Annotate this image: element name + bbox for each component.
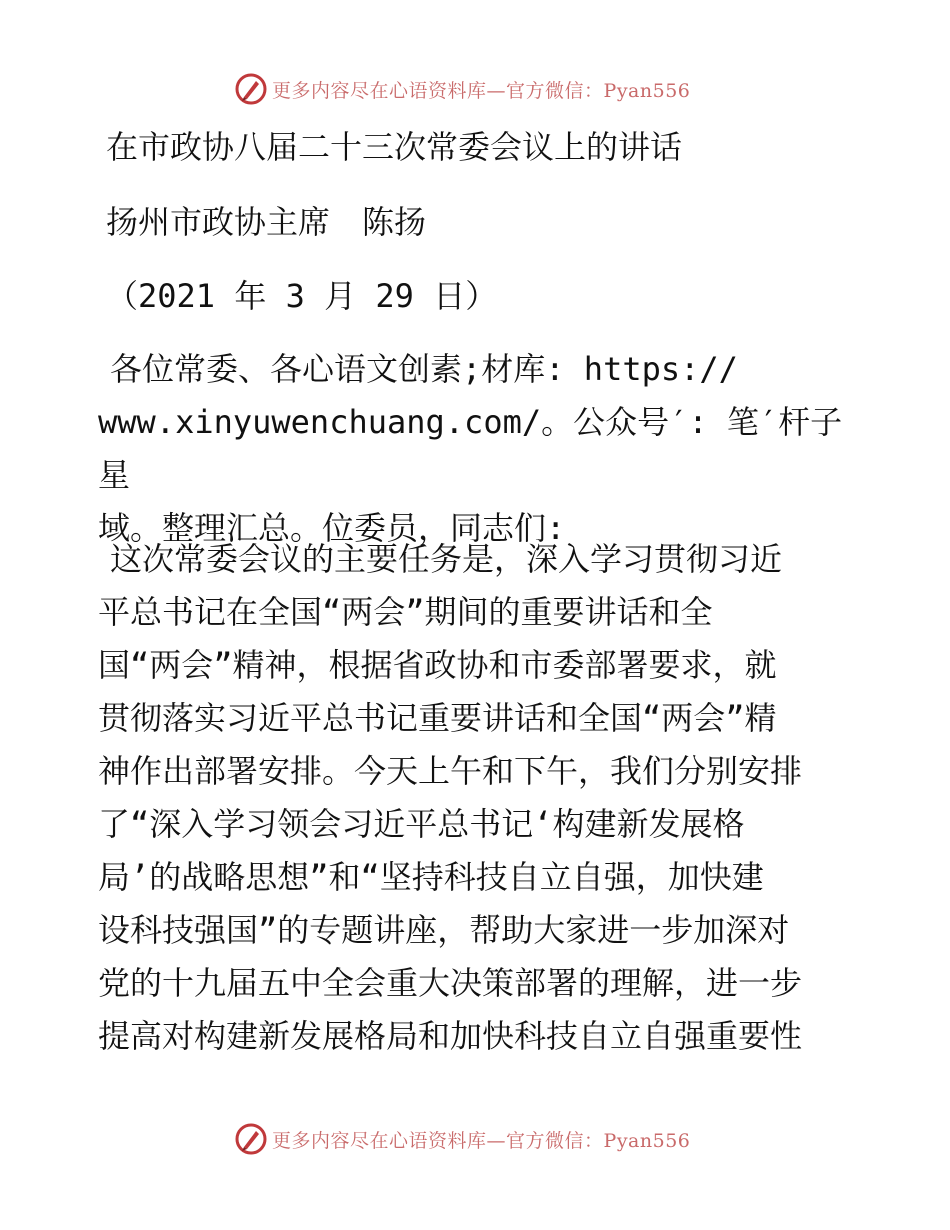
body-line: 党的十九届五中全会重大决策部署的理解，进一步: [98, 964, 803, 1002]
body-line: 贯彻落实习近平总书记重要讲话和全国“两会”精: [98, 699, 777, 737]
body-paragraph: [98, 533, 858, 1063]
pen-logo-icon: [234, 72, 268, 106]
watermark-wechat-id: Pyan556: [603, 1129, 691, 1152]
watermark-separator: —: [486, 79, 507, 102]
pen-logo-icon: [234, 1122, 268, 1156]
document-date: （2021 年 3 月 29 日）: [106, 277, 498, 315]
body-line: 这次常委会议的主要任务是，深入学习贯彻习近: [110, 540, 783, 578]
watermark-wechat-label: 官方微信：: [506, 1129, 604, 1152]
body-line: 神作出部署安排。今天上午和下午，我们分别安排: [98, 752, 803, 790]
watermark-brand: 更多内容尽在心语资料库: [272, 79, 487, 102]
body-line: 局’的战略思想”和“坚持科技自立自强，加快建: [98, 858, 764, 896]
salutation-line: 域。整理汇总。位委员，同志们:: [98, 509, 566, 547]
document-title: 在市政协八届二十三次常委会议上的讲话: [106, 128, 683, 166]
salutation-paragraph: [98, 343, 858, 555]
body-line: 国“两会”精神，根据省政协和市委部署要求，就: [98, 646, 777, 684]
body-line: 设科技强国”的专题讲座，帮助大家进一步加深对: [98, 911, 790, 949]
body-line: 提高对构建新发展格局和加快科技自立自强重要性: [98, 1017, 803, 1055]
document-author: 扬州市政协主席 陈扬: [106, 203, 427, 241]
watermark-wechat-id: Pyan556: [603, 79, 691, 102]
body-line: 平总书记在全国“两会”期间的重要讲话和全: [98, 593, 713, 631]
header-watermark: [0, 70, 950, 110]
watermark-wechat-label: 官方微信：: [506, 79, 604, 102]
watermark-brand: 更多内容尽在心语资料库: [272, 1129, 487, 1152]
salutation-line: www.xinyuwenchuang.com/。公众号′: 笔′杆子星: [98, 403, 843, 494]
salutation-line: 各位常委、各心语文创素;材库: https://: [110, 350, 738, 388]
body-line: 了“深入学习领会习近平总书记‘构建新发展格: [98, 805, 745, 843]
footer-watermark: [0, 1120, 950, 1160]
watermark-separator: —: [486, 1129, 507, 1152]
